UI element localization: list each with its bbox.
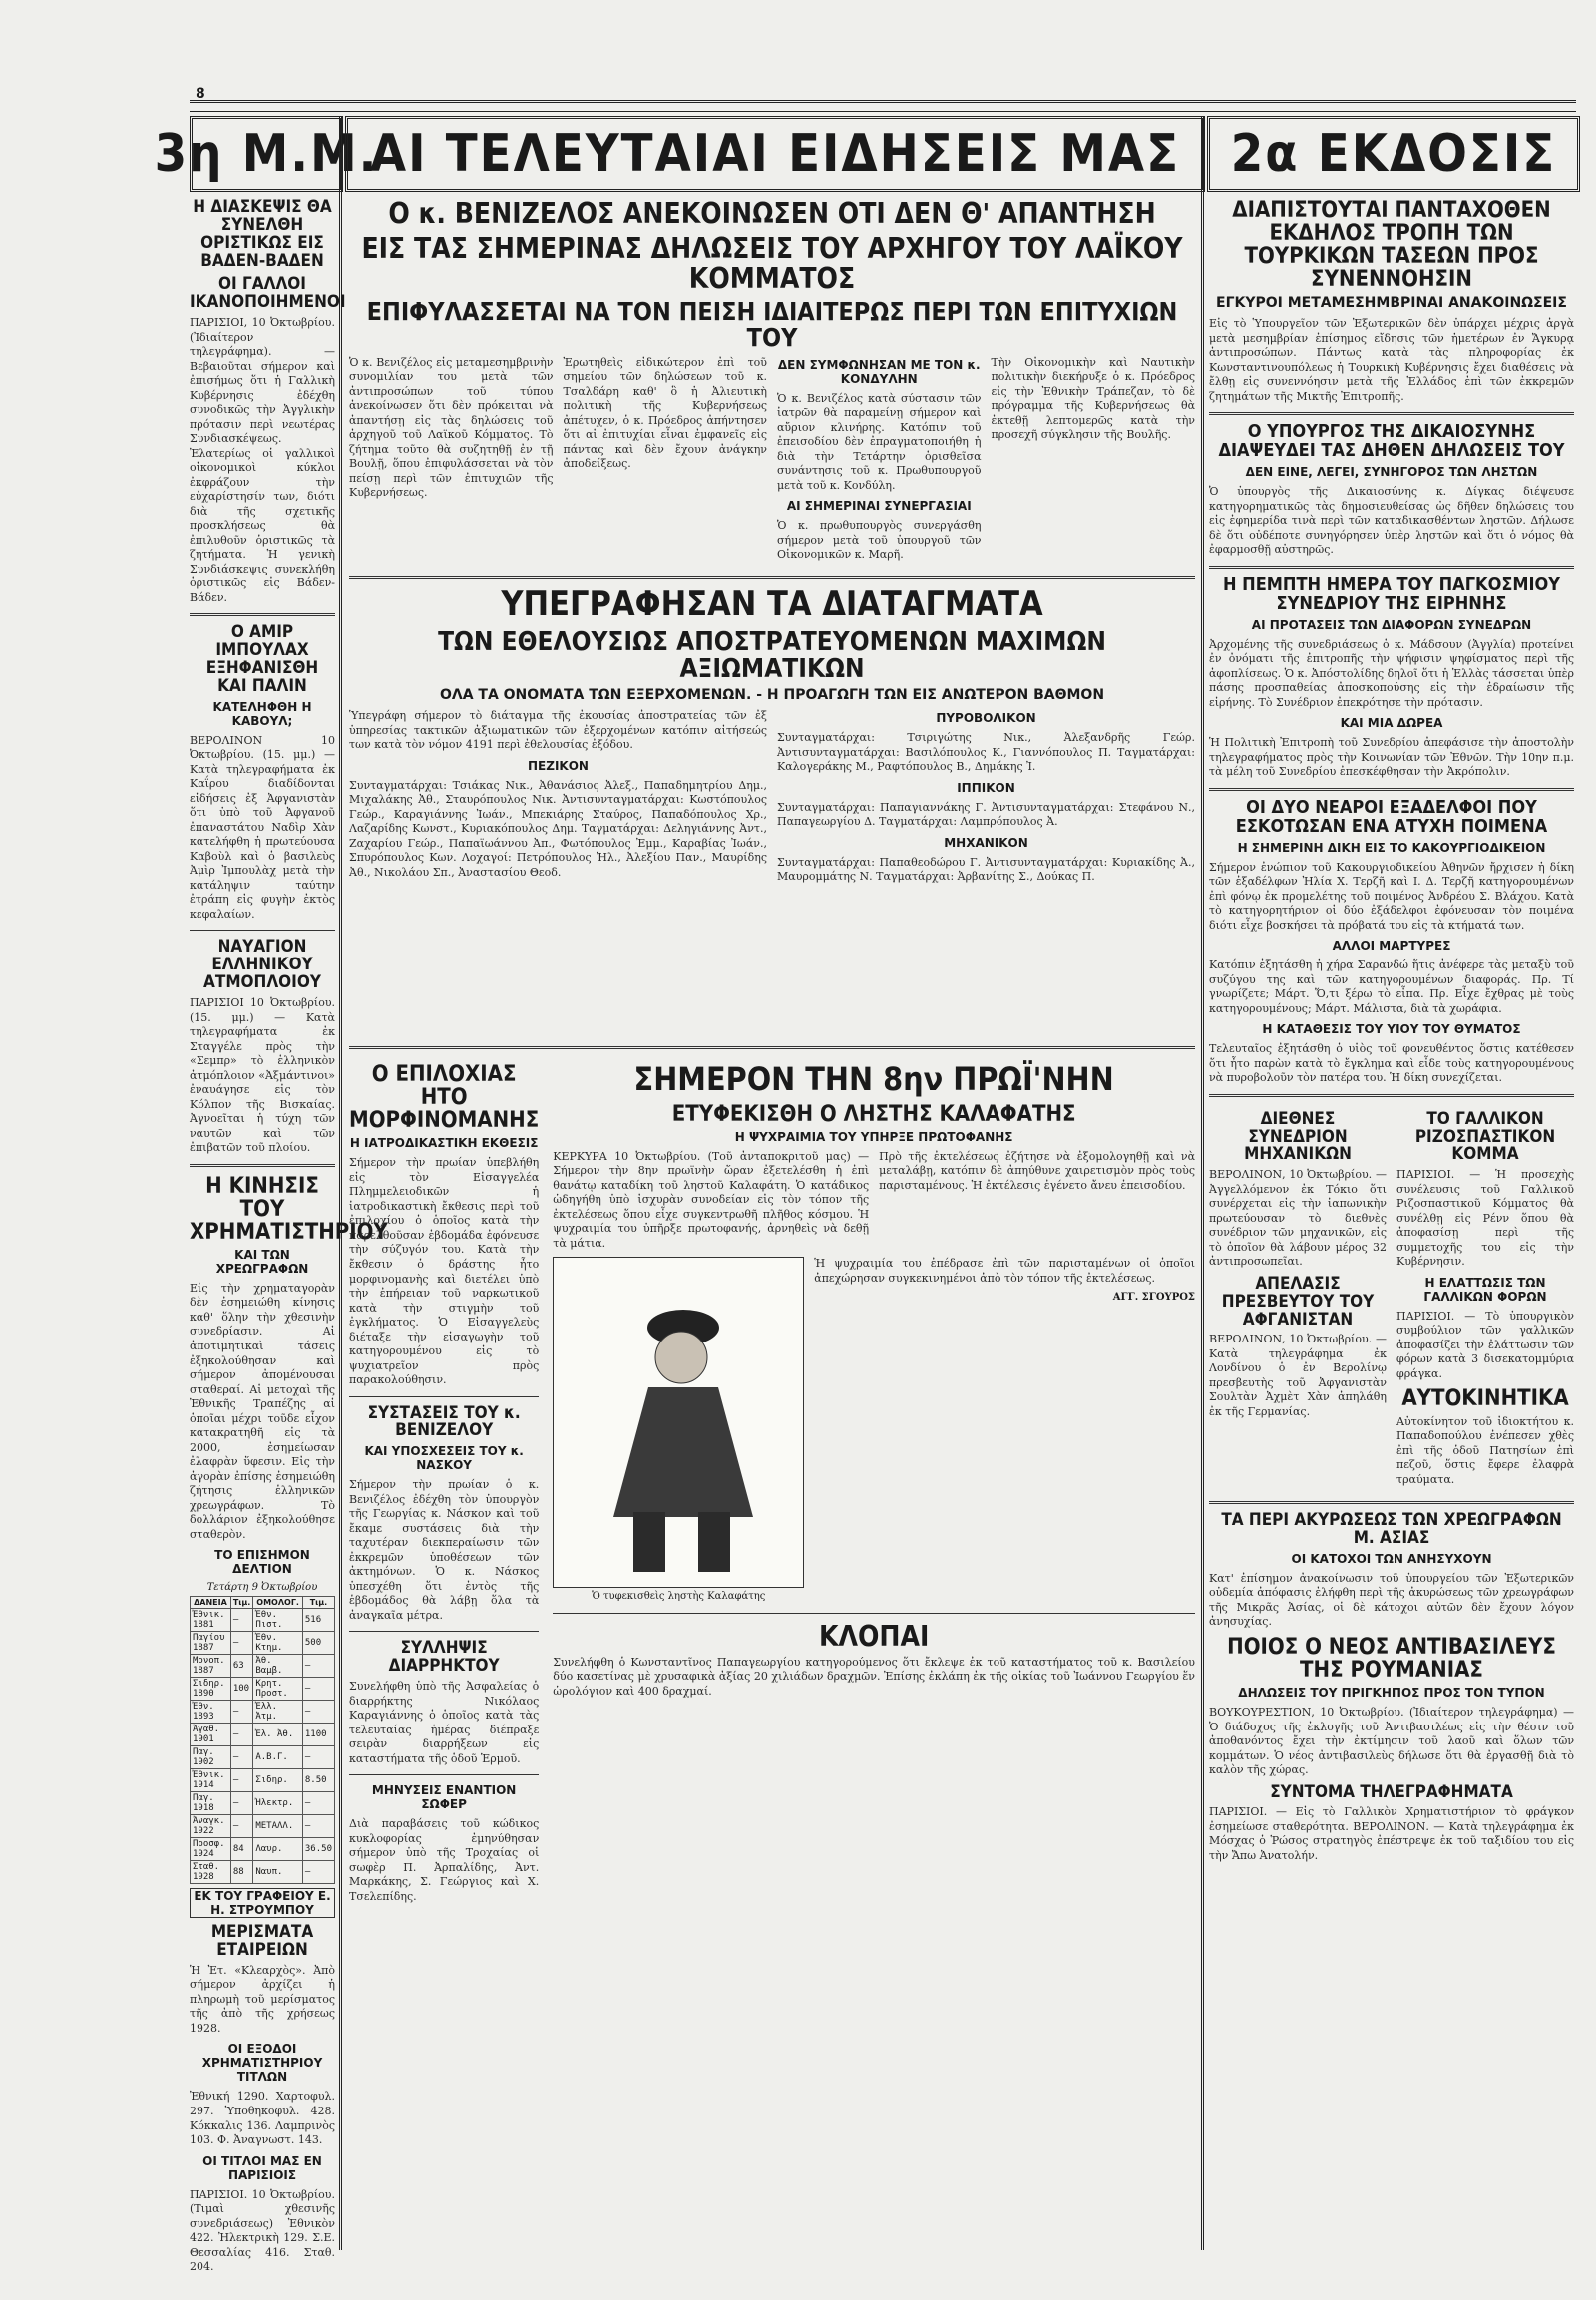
table-row — [191, 1838, 335, 1861]
table-footer: ΕΚ ΤΟΥ ΓΡΑΦΕΙΟΥ Ε. Η. ΣΤΡΟΥΜΠΟΥ — [190, 1888, 335, 1918]
table-header: ΟΜΟΛΟΓ. — [253, 1597, 303, 1609]
table-cell: — — [302, 1701, 334, 1724]
subheadline-execution: Η ΨΥΧΡΑΙΜΙΑ ΤΟΥ ΥΠΗΡΞΕ ΠΡΩΤΟΦΑΝΗΣ — [734, 1129, 1013, 1144]
table-row — [191, 1861, 335, 1884]
table-header: Τιμ. — [302, 1597, 334, 1609]
decrees-intro: Ὑπεγράφη σήμερον τὸ διάταγμα τῆς ἐκουσίας ἀποστρατείας τῶν ἐξ ὑπηρεσίας τακτικῶν ἀξιωματικῶν τῶν ἐξερχομένων κατόπιν αἰτήσεώς των κατὰ τὸν νόμον 4191 περὶ ἐθελουσίας ἐξόδου. — [349, 709, 767, 752]
article-paris-titles: ΠΑΡΙΣΙΟΙ. 10 Ὀκτωβρίου. (Τιμαὶ χθεσινῆς συνεδριάσεως) Ἐθνικὸν 422. Ἠλεκτρικὴ 129. Σ.Ε. Θεσσαλίας 416. Σταθ. 204. — [190, 2187, 335, 2274]
table-cell: Κρητ. Προστ. — [253, 1678, 303, 1701]
headline-turkish: ΔΙΑΠΙΣΤΟΥΤΑΙ ΠΑΝΤΑΧΟΘΕΝ ΕΚΔΗΛΟΣ ΤΡΟΠΗ ΤΩΝ ΤΟΥΡΚΙΚΩΝ ΤΑΣΕΩΝ ΠΡΟΣ ΣΥΝΕΝΝΟΗΣΙΝ — [1232, 198, 1551, 293]
headline-peace-congress: Η ΠΕΜΠΤΗ ΗΜΕΡΑ ΤΟΥ ΠΑΓΚΟΣΜΙΟΥ ΣΥΝΕΔΡΙΟΥ ΤΗΣ ΕΙΡΗΝΗΣ — [1222, 574, 1561, 614]
bandit-photo — [553, 1257, 804, 1588]
table-cell: Ἐλ. Ἀθ. — [253, 1724, 303, 1746]
subheadline-romania: ΔΗΛΩΣΕΙΣ ΤΟΥ ΠΡΙΓΚΗΠΟΣ ΠΡΟΣ ΤΟΝ ΤΥΠΟΝ — [1238, 1686, 1545, 1701]
lead-sub-2: ΑΙ ΣΗΜΕΡΙΝΑΙ ΣΥΝΕΡΓΑΣΙΑΙ — [786, 499, 972, 514]
headline-venizelos-advice: ΣΥΣΤΑΣΕΙΣ ΤΟΥ κ. ΒΕΝΙΖΕΛΟΥ — [367, 1402, 521, 1441]
subheadline-justice: ΔΕΝ ΕΙΝΕ, ΛΕΓΕΙ, ΣΥΝΗΓΟΡΟΣ ΤΩΝ ΛΗΣΤΩΝ — [1245, 465, 1538, 480]
table-cell: Σιδηρ. — [253, 1769, 303, 1792]
table-cell: Παγ. 1918 — [191, 1792, 231, 1815]
table-cell: 36.50 — [302, 1838, 334, 1861]
table-header: ΔΑΝΕΙΑ — [191, 1597, 231, 1609]
headline-stock-exchange: Η ΚΙΝΗΣΙΣ ΤΟΥ ΧΡΗΜΑΤΙΣΤΗΡΙΟΥ — [190, 1173, 388, 1245]
table-row — [191, 1655, 335, 1678]
article-peace-congress: Ἀρχομένης τῆς συνεδριάσεως ὁ κ. Μάδσουν (Ἀγγλία) προτείνει ἐν ὀνόματι τῆς ἐπιτροπῆς τὴν ψήφισιν ψηφίσματος περὶ τῆς ἀφοπλίσεως. Ὁ κ. Ἀπόστολίδης δηλοῖ ὅτι ἡ Ἑλλὰς τάσσεται ὑπὲρ πάσης προσπαθείας ἀποσκοπούσης εἰς τὴν ἐδραίωσιν τῆς εἰρήνης. Τὸ Συνέδριον ἐπεκρότησε τὴν πρότασιν. — [1209, 637, 1574, 709]
table-cell: Ἐθν. 1893 — [191, 1701, 231, 1724]
table-row — [191, 1792, 335, 1815]
lead-headline-2: ΕΙΣ ΤΑΣ ΣΗΜΕΡΙΝΑΣ ΔΗΛΩΣΕΙΣ ΤΟΥ ΑΡΧΗΓΟΥ ΤΟΥ ΛΑΪΚΟΥ ΚΟΜΜΑΤΟΣ — [361, 232, 1183, 295]
table-cell: Ἐθνικ. 1914 — [191, 1769, 231, 1792]
table-cell: Ἀναγκ. 1922 — [191, 1815, 231, 1838]
article-baden: ΠΑΡΙΣΙΟΙ, 10 Ὀκτωβρίου. (Ἰδιαίτερον τηλεγράφημα). — Βεβαιοῦται σήμερον καὶ ἐπισήμως ὅτι ἡ Γαλλικὴ Κυβέρνησις ἐδέχθη συνοδικῶς τὴν Ἀγγλικὴν πρότασιν περὶ νεωτέρας Συνδιασκέψεως. Ἐλατερίως οἱ γαλλικοὶ οἰκονομικοὶ κύκλοι ἐκφράζουν τὴν εὐχαρίστησίν των, διότι διὰ τῆς σχετικῆς προσκλήσεως θὰ ἐπιλυθοῦν ὁριστικῶς τὰ ζητήματα. Ἡ γενικὴ Συνδιάσκεψις συνεκλήθη ὁριστικῶς εἰς Βάδεν-Βάδεν. — [190, 316, 335, 604]
headline-french-taxes: Η ΕΛΑΤΤΩΣΙΣ ΤΩΝ ΓΑΛΛΙΚΩΝ ΦΟΡΩΝ — [1423, 1275, 1547, 1304]
table-row — [191, 1746, 335, 1769]
table-cell: — — [230, 1746, 253, 1769]
decrees-headline: ΥΠΕΓΡΑΦΗΣΑΝ ΤΑ ΔΙΑΤΑΓΜΑΤΑ — [501, 583, 1043, 624]
bandit-figure-icon — [554, 1258, 803, 1587]
table-cell: — — [302, 1815, 334, 1838]
lead-sub-1-text: Ὁ κ. Βενιζέλος κατὰ σύστασιν τῶν ἰατρῶν θὰ παραμείνῃ σήμερον καὶ αὔριον κλινήρης. Κατόπιν τοῦ ἐπεισοδίου δὲν ἐπραγματοποιήθη ἡ διὰ τὴν Τετάρτην ὁρισθεῖσα συνάντησις τοῦ κ. Πρωθυπουργοῦ μετὰ τοῦ κ. Κονδύλη. — [777, 391, 982, 492]
subheadline-peace-congress: ΑΙ ΠΡΟΤΑΣΕΙΣ ΤΩΝ ΔΙΑΦΟΡΩΝ ΣΥΝΕΔΡΩΝ — [1251, 617, 1532, 632]
subheadline-cousins: Η ΣΗΜΕΡΙΝΗ ΔΙΚΗ ΕΙΣ ΤΟ ΚΑΚΟΥΡΓΙΟΔΙΚΕΙΟΝ — [1237, 840, 1546, 855]
table-cell: Σταθ. 1928 — [191, 1861, 231, 1884]
table-cell: Ἐθν. Κτημ. — [253, 1632, 303, 1655]
table-cell: ΜΕΤΑΛΛ. — [253, 1815, 303, 1838]
headline-cousins: ΟΙ ΔΥΟ ΝΕΑΡΟΙ ΕΞΑΔΕΛΦΟΙ ΠΟΥ ΕΣΚΟΤΩΣΑΝ ΕΝΑ ΑΤΥΧΗ ΠΟΙΜΕΝΑ — [1235, 796, 1548, 837]
decrees-cavalry-label: ΙΠΠΙΚΟΝ — [957, 780, 1015, 795]
decrees-headline-2: ΤΩΝ ΕΘΕΛΟΥΣΙΩΣ ΑΠΟΣΤΡΑΤΕΥΟΜΕΝΩΝ ΜΑΧΙΜΩΝ ΑΞΙΩΜΑΤΙΚΩΝ — [438, 626, 1106, 684]
table-cell: — — [302, 1678, 334, 1701]
table-cell: Ἀγαθ. 1901 — [191, 1724, 231, 1746]
article-drivers: Διὰ παραβάσεις τοῦ κώδικος κυκλοφορίας ἐμηνύθησαν σήμερον ὑπὸ τῆς Τροχαίας οἱ σωφὲρ Π. Ἀρπαλίδης, Ἀντ. Μαρκάκης, Σ. Γεώργιος καὶ Χ. Τσελεπίδης. — [349, 1817, 540, 1903]
table-cell: — — [230, 1632, 253, 1655]
article-exodoi: Ἐθνική 1290. Χαρτοφυλ. 297. Ὑποθηκοφυλ. 428. Κόκκαλις 136. Λαμπρινὸς 103. Φ. Ἀναγνωστ. 143. — [190, 2090, 335, 2147]
decrees-infantry-list: Συνταγματάρχαι: Τσιάκας Νικ., Ἀθανάσιος Ἀλεξ., Παπαδημητρίου Δημ., Μιχαλάκης Ἀθ., Σταυρόπουλος Νικ. Ἀντισυνταγματάρχαι: Κωστόπουλος Γεώρ., Καραγιάννης Ἰωάν., Μπεκιάρης Σταύρος, Παπαδόπουλος Χρ., Λαζαρίδης Κωνστ., Κυριακόπουλος Δημ. Ταγματάρχαι: Δεληγιάννης Ἀντ., Ζαχαρίου Γεώρ., Παπαϊωάννου Ἀπ., Φωτόπουλος Ἐμμ., Καραβίας Ἰωάν., Σπυρόπουλος Κων. Λοχαγοί: Πετρόπουλος Ἠλ., Ἀλεξίου Παν., Μαυρίδης Ἀθ., Νικολάου Σπ., Ἀναστασίου Θεοδ. — [349, 778, 767, 879]
table-cell: Ἠλεκτρ. — [253, 1792, 303, 1815]
lead-article-3: Τὴν Οἰκονομικὴν καὶ Ναυτικὴν πολιτικὴν διεκήρυξε ὁ κ. Πρόεδρος εἰς τὴν Ἐθνικὴν Τράπεζαν, τὸ δὲ πρόγραμμα τῆς Κυβερνήσεως θὰ ἐκτεθῇ λεπτομερῶς κατὰ τὴν προσεχῆ σύγκλησιν τῆς Βουλῆς. — [991, 355, 1195, 442]
subheadline-baden: ΟΙ ΓΑΛΛΟΙ ΙΚΑΝΟΠΟΙΗΜΕΝΟΙ — [190, 274, 346, 313]
subheadline-turkish: ΕΓΚΥΡΟΙ ΜΕΤΑΜΕΣΗΜΒΡΙΝΑΙ ΑΝΑΚΟΙΝΩΣΕΙΣ — [1216, 295, 1567, 312]
table-row — [191, 1724, 335, 1746]
article-son-testimony: Τελευταῖος ἐξητάσθη ὁ υἱὸς τοῦ φονευθέντος ὅστις κατέθεσεν ὅτι ἦτο παρὼν κατὰ τὸ ἔγκλημα καὶ εἶδε τοὺς κατηγορουμένους νὰ πυροβολοῦν τὸν πατέρα του. Ἡ δίκη συνεχίζεται. — [1209, 1042, 1574, 1085]
article-witnesses: Κατόπιν ἐξητάσθη ἡ χήρα Σαρανδώ ἥτις ἀνέφερε τὰς μεταξὺ τοῦ συζύγου της καὶ τῶν κατηγορουμένων διαφοράς. Πρ. Τί γνωρίζετε; Μάρτ. Ὅ,τι ξέρω τὸ εἶπα. Πρ. Εἶχε ἔχθρας μὲ τοὺς κατηγορουμένους; Μάρτ. Μάλιστα, διὰ τὰ χωράφια. — [1209, 958, 1574, 1015]
table-row — [191, 1769, 335, 1792]
table-cell: 100 — [230, 1678, 253, 1701]
headline-execution-2: ΕΤΥΦΕΚΙΣΘΗ Ο ΛΗΣΤΗΣ ΚΑΛΑΦΑΤΗΣ — [671, 1101, 1076, 1127]
table-cell: Παγ. 1902 — [191, 1746, 231, 1769]
top-rule — [190, 100, 1576, 112]
table-cell: — — [302, 1792, 334, 1815]
banner-left: 3η Μ.Μ. — [190, 116, 343, 192]
article-morphine: Σήμερον τὴν πρωίαν ὑπεβλήθη εἰς τὸν Εἰσαγγελέα Πλημμελειοδικῶν ἡ ἰατροδικαστικὴ ἔκθεσις περὶ τοῦ ἐπιλοχίου ὁ ὁποῖος κατὰ τὴν παρελθοῦσαν ἑβδομάδα ἐφόνευσε τὴν σύζυγόν του. Κατὰ τὴν ἔκθεσιν ὁ δράστης ἦτο μορφινομανὴς καὶ διετέλει ὑπὸ τὴν ἐπήρειαν τοῦ ναρκωτικοῦ κατὰ τὴν στιγμὴν τοῦ ἐγκλήματος. Ὁ Εἰσαγγελεὺς διέταξε τὴν εἰσαγωγὴν τοῦ κατηγορουμένου εἰς τὸ ψυχιατρεῖον πρὸς παρακολούθησιν. — [349, 1156, 540, 1387]
headline-donation: ΚΑΙ ΜΙΑ ΔΩΡΕΑ — [1340, 716, 1443, 731]
lead-headline: Ο κ. ΒΕΝΙΖΕΛΟΣ ΑΝΕΚΟΙΝΩΣΕΝ ΟΤΙ ΔΕΝ Θ' ΑΠΑΝΤΗΣΗ — [388, 197, 1156, 230]
headline-drivers: ΜΗΝΥΣΕΙΣ ΕΝΑΝΤΙΟΝ ΣΩΦΕΡ — [371, 1783, 517, 1812]
table-cell: Ἐλλ. Ἀτμ. — [253, 1701, 303, 1724]
headline-witnesses: ΑΛΛΟΙ ΜΑΡΤΥΡΕΣ — [1332, 939, 1451, 954]
decrees-engineers-label: ΜΗΧΑΝΙΚΟΝ — [944, 835, 1028, 850]
headline-baden: Η ΔΙΑΣΚΕΨΙΣ ΘΑ ΣΥΝΕΛΘΗ ΟΡΙΣΤΙΚΩΣ ΕΙΣ ΒΑΔΕΝ-ΒΑΔΕΝ — [193, 197, 332, 271]
headline-son-testimony: Η ΚΑΤΑΘΕΣΙΣ ΤΟΥ ΥΙΟΥ ΤΟΥ ΘΥΜΑΤΟΣ — [1262, 1022, 1521, 1037]
table-cell: — — [302, 1861, 334, 1884]
decrees-engineers-list: Συνταγματάρχαι: Παπαθεοδώρου Γ. Ἀντισυνταγματάρχαι: Κυριακίδης Ἀ., Μαυρομμάτης Ν. Ταγματάρχαι: Ἀρβανίτης Σ., Δούκας Π. — [777, 855, 1195, 884]
table-cell: Ἀθ. Βαμβ. — [253, 1655, 303, 1678]
table-cell: 1100 — [302, 1724, 334, 1746]
execution-signature: ΑΓΓ. ΣΓΟΥΡΟΣ — [1112, 1292, 1195, 1304]
table-cell: — — [230, 1769, 253, 1792]
article-dividends: Ἡ Ἐτ. «Κλεαρχὸς». Ἀπὸ σήμερον ἀρχίζει ἡ πληρωμὴ τοῦ μερίσματος τῆς ἀπὸ τῆς χρήσεως 1928. — [190, 1963, 335, 2035]
subheadline-amir: ΚΑΤΕΛΗΦΘΗ Η ΚΑΒΟΥΛ; — [212, 699, 312, 728]
table-row — [191, 1632, 335, 1655]
article-afghan-ambassador: ΒΕΡΟΛΙΝΟΝ, 10 Ὀκτωβρίου. — Κατὰ τηλεγράφημα ἐκ Λονδίνου ὁ ἐν Βερολίνῳ πρεσβευτὴς τοῦ Ἀφγανιστὰν Σουλτὰν Ἀχμὲτ Χὰν ἀπηλάθη ἐκ τῆς Γερμανίας. — [1209, 1333, 1387, 1418]
article-radical-party: ΠΑΡΙΣΙΟΙ. — Ἡ προσεχὴς συνέλευσις τοῦ Γαλλικοῦ Ριζοσπαστικοῦ Κόμματος θὰ συνέλθῃ εἰς Ρένν ὅπου θὰ ἀποφασίσῃ περὶ τῆς συμμετοχῆς του εἰς τὴν Κυβέρνησιν. — [1396, 1168, 1574, 1269]
headline-paris-titles: ΟΙ ΤΙΤΛΟΙ ΜΑΣ ΕΝ ΠΑΡΙΣΙΟΙΣ — [202, 2153, 322, 2182]
headline-romania: ΠΟΙΟΣ Ο ΝΕΟΣ ΑΝΤΙΒΑΣΙΛΕΥΣ ΤΗΣ ΡΟΥΜΑΝΙΑΣ — [1227, 1634, 1556, 1683]
article-bonds: Κατ' ἐπίσημον ἀνακοίνωσιν τοῦ ὑπουργείου τῶν Ἐξωτερικῶν οὐδεμία ἀπόφασις ἐλήφθη περὶ τῆς ἀκυρώσεως τῶν χρεωγράφων τῆς Μικρᾶς Ἀσίας, οἱ δὲ κάτοχοι αὐτῶν δὲν ἔχουν λόγον ἀνησυχίας. — [1209, 1571, 1574, 1629]
decrees-infantry-label: ΠΕΖΙΚΟΝ — [528, 758, 589, 773]
article-execution-3: Ἡ ψυχραιμία του ἐπέδρασε ἐπὶ τῶν παρισταμένων οἱ ὁποῖοι ἀπεχώρησαν συγκεκινημένοι ἀπὸ τὸν τόπον τῆς ἐκτελέσεως. — [814, 1257, 1195, 1285]
left-column — [190, 193, 388, 2274]
article-shipwreck: ΠΑΡΙΣΙΟΙ 10 Ὀκτωβρίου. (15. μμ.) — Κατὰ τηλεγραφήματα ἐκ Σταγγέλε πρὸς τὴν «Σεμπρ» τὸ ἑλληνικὸν ἀτμόπλοιον «Ἀξμάντινοι» ἐναυάγησε εἰς τὸν Κόλπον τῆς Βισκαίας. Ἀγνοεῖται ἡ τύχη τῶν ναυτῶν καὶ τῶν ἐπιβατῶν τοῦ πλοίου. — [190, 995, 335, 1155]
article-execution-1: ΚΕΡΚΥΡΑ 10 Ὀκτωβρίου. (Τοῦ ἀνταποκριτοῦ μας) — Σήμερον τὴν 8ην πρωϊνὴν ὥραν ἐξετελέσθη ἡ ἐπὶ θανάτῳ καταδίκη τοῦ ληστοῦ Καλαφάτη. Ὁ κατάδικος ὡδηγήθη ὑπὸ ἰσχυρὰν συνοδείαν εἰς τὸν τόπον τῆς ἐκτελέσεως ὅπου εἶχε συγκεντρωθῆ πλῆθος κόσμου. Ἡ ψυχραιμία του ὑπῆρξε πρωτοφανής, ἀρνηθεὶς νὰ δεθῇ τὰ μάτια. — [553, 1149, 870, 1250]
headline-radical-party: ΤΟ ΓΑΛΛΙΚΟΝ ΡΙΖΟΣΠΑΣΤΙΚΟΝ ΚΟΜΜΑ — [1414, 1108, 1556, 1165]
headline-amir: Ο ΑΜΙΡ ΙΜΠΟΥΛΑΧ ΕΞΗΦΑΝΙΣΘΗ ΚΑΙ ΠΑΛΙΝ — [205, 622, 319, 696]
banner-right: 2α ΕΚΔΟΣΙΣ — [1207, 116, 1580, 192]
table-cell: Σιδηρ. 1890 — [191, 1678, 231, 1701]
table-cell: Προσφ. 1924 — [191, 1838, 231, 1861]
table-cell: 500 — [302, 1632, 334, 1655]
table-cell: Ἐθνικ. 1881 — [191, 1609, 231, 1632]
headline-automobiles: ΑΥΤΟΚΙΝΗΤΙΚΑ — [1401, 1386, 1569, 1412]
subheadline-venizelos-advice: ΚΑΙ ΥΠΟΣΧΕΣΕΙΣ ΤΟΥ κ. ΝΑΣΚΟΥ — [364, 1444, 524, 1473]
column-rule-right — [1201, 116, 1204, 2250]
table-row — [191, 1701, 335, 1724]
table-title: ΤΟ ΕΠΙΣΗΜΟΝ ΔΕΛΤΙΟΝ — [214, 1548, 310, 1577]
headline-execution: ΣΗΜΕΡΟΝ ΤΗΝ 8ην ΠΡΩΪ'ΝΗΝ — [633, 1060, 1114, 1099]
table-cell: 516 — [302, 1609, 334, 1632]
table-row — [191, 1678, 335, 1701]
stock-table — [190, 1596, 335, 1884]
headline-bonds: ΤΑ ΠΕΡΙ ΑΚΥΡΩΣΕΩΣ ΤΩΝ ΧΡΕΩΓΡΑΦΩΝ Μ. ΑΣΙΑΣ — [1221, 1510, 1562, 1548]
banner-center: ΑΙ ΤΕΛΕΥΤΑΙΑΙ ΕΙΔΗΣΕΙΣ ΜΑΣ — [345, 116, 1205, 192]
article-short-telegrams: ΠΑΡΙΣΙΟΙ. — Εἰς τὸ Γαλλικὸν Χρηματιστήριον τὸ φράγκον ἐσημείωσε σταθερότητα. ΒΕΡΟΛΙΝΟΝ. — Κατὰ τηλεγράφημα ἐκ Μόσχας ὁ Ῥώσος στρατηγὸς ἐπέστρεψε ἐκ τοῦ ταξιδίου του εἰς τὴν Ἄπω Ἀνατολήν. — [1209, 1805, 1574, 1862]
headline-shipwreck: ΝΑΥΑΓΙΟΝ ΕΛΛΗΝΙΚΟΥ ΑΤΜΟΠΛΟΙΟΥ — [203, 937, 321, 993]
subheadline-morphine: Η ΙΑΤΡΟΔΙΚΑΣΤΙΚΗ ΕΚΘΕΣΙΣ — [349, 1136, 539, 1151]
lead-article-2: Ἐρωτηθεὶς εἰδικώτερον ἐπὶ τοῦ σημείου τῶν δηλώσεων τοῦ κ. Τσαλδάρη καθ' ὃ ἡ Ἀλιευτικὴ πολιτικὴ τῆς Κυβερνήσεως ἀπέτυχεν, ὁ κ. Πρόεδρος ἀπήντησεν ὅτι αἱ ἐπιτυχίαι εἶναι ἐμφανεῖς εἰς πάντας καὶ δὲν ἔχουν ἀνάγκην ἀποδείξεως. — [563, 355, 767, 471]
table-cell: 88 — [230, 1861, 253, 1884]
table-cell: — — [230, 1724, 253, 1746]
article-french-taxes: ΠΑΡΙΣΙΟΙ. — Τὸ ὑπουργικὸν συμβούλιον τῶν γαλλικῶν ἀποφασίζει τὴν ἐλάττωσιν τῶν φόρων κατὰ 3 δισεκατομμύρια φράγκα. — [1396, 1309, 1574, 1380]
page-number: 8 — [196, 86, 205, 102]
table-cell: — — [230, 1701, 253, 1724]
subheadline-stock-exchange: ΚΑΙ ΤΩΝ ΧΡΕΩΓΡΑΦΩΝ — [215, 1247, 309, 1276]
headline-justice: Ο ΥΠΟΥΡΓΟΣ ΤΗΣ ΔΙΚΑΙΟΣΥΝΗΣ ΔΙΑΨΕΥΔΕΙ ΤΑΣ ΔΗΘΕΝ ΔΗΛΩΣΕΙΣ ΤΟΥ — [1218, 421, 1565, 462]
table-cell: — — [230, 1792, 253, 1815]
decrees-cavalry-list: Συνταγματάρχαι: Παπαγιαννάκης Γ. Ἀντισυνταγματάρχαι: Στεφάνου Ν., Παπαγεωργίου Δ. Ταγματάρχαι: Λαμπρόπουλος Ἀ. — [777, 800, 1195, 829]
headline-morphine: Ο ΕΠΙΛΟΧΙΑΣ ΗΤΟ ΜΟΡΦΙΝΟΜΑΝΗΣ — [349, 1062, 540, 1134]
article-burglar: Συνελήφθη ὑπὸ τῆς Ἀσφαλείας ὁ διαρρήκτης Νικόλαος Καραγιάννης ὁ ὁποῖος κατὰ τὰς τελευταίας ἡμέρας διέπραξε σειρὰν διαρρήξεων εἰς καταστήματα τῆς ὁδοῦ Ἑρμοῦ. — [349, 1680, 540, 1765]
decrees-artillery-list: Συνταγματάρχαι: Τσιριγώτης Νικ., Ἀλεξανδρῆς Γεώρ. Ἀντισυνταγματάρχαι: Βασιλόπουλος Κ., Γιαννόπουλος Π. Ταγματάρχαι: Καλογεράκης Μ., Ραφτόπουλος Β., Δημάκης Ἰ. — [777, 731, 1195, 774]
headline-burglar: ΣΥΛΛΗΨΙΣ ΔΙΑΡΡΗΚΤΟΥ — [388, 1638, 500, 1677]
article-justice: Ὁ ὑπουργὸς τῆς Δικαιοσύνης κ. Δίγκας διέψευσε κατηγορηματικῶς τὰς δημοσιευθείσας ὡς δῆθεν δηλώσεις του εἰς ἐφημερίδα τινὰ περὶ τῶν καταδικασθέντων ληστῶν. Δήλωσε δὲ ὅτι οὐδέποτε συνηγόρησεν ὑπὲρ ληστῶν καὶ ὅτι ὁ νόμος θὰ ἐφαρμοσθῇ αὐστηρῶς. — [1209, 485, 1574, 557]
right-column — [1209, 193, 1574, 2238]
headline-thefts: ΚΛΟΠΑΙ — [818, 1620, 930, 1654]
headline-engineers-congress: ΔΙΕΘΝΕΣ ΣΥΝΕΔΡΙΟΝ ΜΗΧΑΝΙΚΩΝ — [1244, 1108, 1352, 1165]
article-romania: ΒΟΥΚΟΥΡΕΣΤΙΟΝ, 10 Ὀκτωβρίου. (Ἰδιαίτερον τηλεγράφημα) — Ὁ διάδοχος τῆς ἐκλογῆς τοῦ Ἀντιβασιλέως εἰς τὴν θέσιν τοῦ ἀποθανόντος ἔχει τὴν ἐκτίμησιν τοῦ λαοῦ καὶ ὅλων τῶν κομμάτων. Ὁ νέος ἀντιβασιλεὺς δήλωσε ὅτι θὰ ἐργασθῇ διὰ τὸ καλὸν τῆς χώρας. — [1209, 1706, 1574, 1777]
table-cell: — — [230, 1815, 253, 1838]
headline-exodoi: ΟΙ ΕΞΟΔΟΙ ΧΡΗΜΑΤΙΣΤΗΡΙΟΥ ΤΙΤΛΩΝ — [201, 2042, 323, 2085]
table-row — [191, 1609, 335, 1632]
article-turkish: Εἰς τὸ Ὑπουργεῖον τῶν Ἐξωτερικῶν δὲν ὑπάρχει μέχρις ἀργὰ μετὰ μεσημβρίαν ἐπίσημος εἴδησις τῶν ἡμετέρων ἐν Ἄγκυρᾳ ἀντιπροσώπων. Πάντως κατὰ τὰς πληροφορίας ἐκ Κωνσταντινουπόλεως ἡ Τουρκικὴ Κυβέρνησις ἔχει διαθέσεις νὰ ἔλθῃ εἰς συνεννόησιν μετὰ τῆς Ἑλλάδος ἐπὶ τῶν ἐκκρεμῶν ζητημάτων τῆς Μικτῆς Ἐπιτροπῆς. — [1209, 317, 1574, 403]
decrees-subheadline: ΟΛΑ ΤΑ ΟΝΟΜΑΤΑ ΤΩΝ ΕΞΕΡΧΟΜΕΝΩΝ. - Η ΠΡΟΑΓΩΓΗ ΤΩΝ ΕΙΣ ΑΝΩΤΕΡΟΝ ΒΑΘΜΟΝ — [439, 687, 1105, 704]
table-cell: Ἐθν. Πιστ. — [253, 1609, 303, 1632]
table-cell: Α.Β.Γ. — [253, 1746, 303, 1769]
article-engineers-congress: ΒΕΡΟΛΙΝΟΝ, 10 Ὀκτωβρίου. — Ἀγγελλόμενον ἐκ Τόκιο ὅτι συνέρχεται εἰς τὴν ἰαπωνικὴν πρωτεύουσαν τὸ διεθνὲς συνέδριον τῶν μηχανικῶν, εἰς τὸ ὁποῖον θὰ λάβουν μέρος 32 ἀντιπροσωπεῖαι. — [1209, 1168, 1387, 1269]
table-cell: Λαυρ. — [253, 1838, 303, 1861]
article-amir: ΒΕΡΟΛΙΝΟΝ 10 Ὀκτωβρίου. (15. μμ.) — Κατὰ τηλεγραφήματα ἐκ Καΐρου διαδίδονται εἰδήσεις ἐξ Ἀφγανιστὰν ὅτι ὑπὸ τοῦ Ἀφγανοῦ ἐπαναστάτου Ναδὶρ Χὰν κατελήφθη ἡ πρωτεύουσα Καβοὺλ καὶ ὁ βασιλεὺς Ἀμὶρ Ἰμπουλὰχ μετὰ τὴν κατάληψιν ταύτην ἐτράπη εἰς φυγὴν ἐκτὸς κεφαλαίων. — [190, 733, 335, 921]
article-stock-exchange: Εἰς τὴν χρηματαγορὰν δὲν ἐσημειώθη κίνησις καθ' ὅλην τὴν χθεσινὴν συνεδρίασιν. Αἱ ἀποτιμητικαὶ τάσεις ἐξηκολούθησαν καὶ σήμερον ἀπομένουσαι σταθεραί. Αἱ μετοχαὶ τῆς Ἐθνικῆς Τραπέζης αἱ ὁποῖαι μέχρι τοῦδε εἶχον κατακρατηθῆ εἰς τὰ 2000, ἐσημείωσαν ἐλαφρὰν ὕφεσιν. Εἰς τὴν ἀγορὰν ἐπίσης ἐσημειώθη ζήτησις ἑλληνικῶν χρεωγράφων. Τὸ δολλάριον ἐξηκολούθησε σταθερὸν. — [190, 1281, 335, 1541]
lead-sub-1: ΔΕΝ ΣΥΜΦΩΝΗΣΑΝ ΜΕ ΤΟΝ κ. ΚΟΝΔΥΛΗΝ — [777, 357, 981, 386]
article-automobiles: Αὐτοκίνητον τοῦ ἰδιοκτήτου κ. Παπαδοπούλου ἐνέπεσεν χθὲς ἐπὶ τῆς ὁδοῦ Πατησίων ἐπὶ πεζοῦ, ὅστις ἔφερε ἐλαφρὰ τραύματα. — [1396, 1414, 1574, 1486]
article-donation: Ἡ Πολιτικὴ Ἐπιτροπὴ τοῦ Συνεδρίου ἀπεφάσισε τὴν ἀποστολὴν τηλεγραφήματος πρὸς τὴν Κοινωνίαν τῶν Ἐθνῶν. Τὴν 10ην π.μ. τὰ μέλη τοῦ Συνεδρίου ἐπεσκέφθησαν τὴν Ἀκρόπολιν. — [1209, 736, 1574, 779]
table-cell: 8.50 — [302, 1769, 334, 1792]
table-row — [191, 1815, 335, 1838]
table-cell: Μονοπ. 1887 — [191, 1655, 231, 1678]
article-execution-2: Πρὸ τῆς ἐκτελέσεως ἐζήτησε νὰ ἐξομολογηθῇ καὶ νὰ μεταλάβῃ, κατόπιν δὲ ἀπηύθυνε χαιρετισμὸν πρὸς τοὺς παρισταμένους. Ἡ ἐκτέλεσις ἐγένετο ἄνευ ἐπεισοδίου. — [879, 1149, 1196, 1192]
table-date: Τετάρτη 9 Ὀκτωβρίου — [206, 1582, 318, 1594]
table-cell: — — [302, 1746, 334, 1769]
headline-afghan-ambassador: ΑΠΕΛΑΣΙΣ ΠΡΕΣΒΕΥΤΟΥ ΤΟΥ ΑΦΓΑΝΙΣΤΑΝ — [1221, 1273, 1375, 1330]
lead-sub-2-text: Ὁ κ. πρωθυπουργὸς συνεργάσθη σήμερον μετὰ τοῦ ὑπουργοῦ τῶν Οἰκονομικῶν κ. Μαρῆ. — [777, 519, 982, 562]
decrees-artillery-label: ΠΥΡΟΒΟΛΙΚΟΝ — [936, 711, 1036, 726]
lead-article-1: Ὁ κ. Βενιζέλος εἰς μεταμεσημβρινὴν συνομιλίαν του μετὰ τῶν ἀντιπροσώπων τοῦ τύπου ἀνεκοίνωσεν ὅτι δὲν πρόκειται νὰ ἀπαντήσῃ εἰς τὰς δηλώσεις τοῦ ἀρχηγοῦ τοῦ Λαϊκοῦ Κόμματος. Τὸ ζήτημα τοῦτο θὰ συζητηθῇ ἐν τῇ Βουλῇ, ὅπου ἐπιφυλάσσεται νὰ τὸν πείσῃ περὶ τῶν ἐπιτυχιῶν τῆς Κυβερνήσεως. — [349, 355, 554, 500]
table-cell: Παγίου 1887 — [191, 1632, 231, 1655]
table-cell: — — [302, 1655, 334, 1678]
lead-headline-3: ΕΠΙΦΥΛΑΣΣΕΤΑΙ ΝΑ ΤΟΝ ΠΕΙΣΗ ΙΔΙΑΙΤΕΡΩΣ ΠΕΡΙ ΤΩΝ ΕΠΙΤΥΧΙΩΝ ΤΟΥ — [366, 297, 1178, 353]
table-header: Τιμ. — [230, 1597, 253, 1609]
table-cell: — — [230, 1609, 253, 1632]
column-rule-left — [339, 116, 342, 2250]
headline-short-telegrams: ΣΥΝΤΟΜΑ ΤΗΛΕΓΡΑΦΗΜΑΤΑ — [1270, 1781, 1513, 1802]
center-column — [349, 193, 1195, 2238]
subheadline-bonds: ΟΙ ΚΑΤΟΧΟΙ ΤΩΝ ΑΝΗΣΥΧΟΥΝ — [1291, 1551, 1492, 1566]
table-cell: 84 — [230, 1838, 253, 1861]
table-cell: Ναυπ. — [253, 1861, 303, 1884]
photo-caption: Ὁ τυφεκισθεὶς ληστὴς Καλαφάτης — [592, 1591, 766, 1603]
article-venizelos-advice: Σήμερον τὴν πρωίαν ὁ κ. Βενιζέλος ἐδέχθη τὸν ὑπουργὸν τῆς Γεωργίας κ. Νάσκον καὶ τοῦ ἔκαμε συστάσεις διὰ τὴν ταχυτέραν διεκπεραίωσιν τῶν ἐκκρεμῶν ὑποθέσεων τῶν ἀκτημόνων. Ὁ κ. Νάσκος ὑπεσχέθη ὅτι ἐντὸς τῆς ἑβδομάδος θὰ λάβῃ ὅλα τὰ ἀναγκαῖα μέτρα. — [349, 1478, 540, 1622]
table-cell: 63 — [230, 1655, 253, 1678]
headline-dividends: ΜΕΡΙΣΜΑΤΑ ΕΤΑΙΡΕΙΩΝ — [210, 1922, 314, 1961]
article-thefts: Συνελήφθη ὁ Κωνσταντῖνος Παπαγεωργίου κατηγορούμενος ὅτι ἔκλεψε ἐκ τοῦ καταστήματος τοῦ κ. Βασιλείου δύο κασετίνας μὲ χρυσαφικὰ ἀξίας 20 χιλιάδων δραχμῶν. Ἐπίσης ἐκλάπη ἐκ τῆς οἰκίας τοῦ Ἰωάννου Γεωργίου ἕν ὡρολόγιον καὶ 400 δραχμαί. — [553, 1655, 1195, 1698]
article-cousins: Σήμερον ἐνώπιον τοῦ Κακουργιοδικείου Ἀθηνῶν ἤρχισεν ἡ δίκη τῶν ἐξαδέλφων Ἠλία Χ. Τερζῆ καὶ Ι. Δ. Τερζῆ κατηγορουμένων ἐπὶ φόνῳ ἐκ προμελέτης τοῦ ποιμένος Ἀνδρέου Σ. Βλάχου. Κατὰ τὸ κατηγορητήριον οἱ δύο ἐξάδελφοι ἐφόνευσαν τὸν ποιμένα διότι εἶχε βοσκήσει τὰ πρόβατά του εἰς τὰ κτήματά των. — [1209, 860, 1574, 932]
